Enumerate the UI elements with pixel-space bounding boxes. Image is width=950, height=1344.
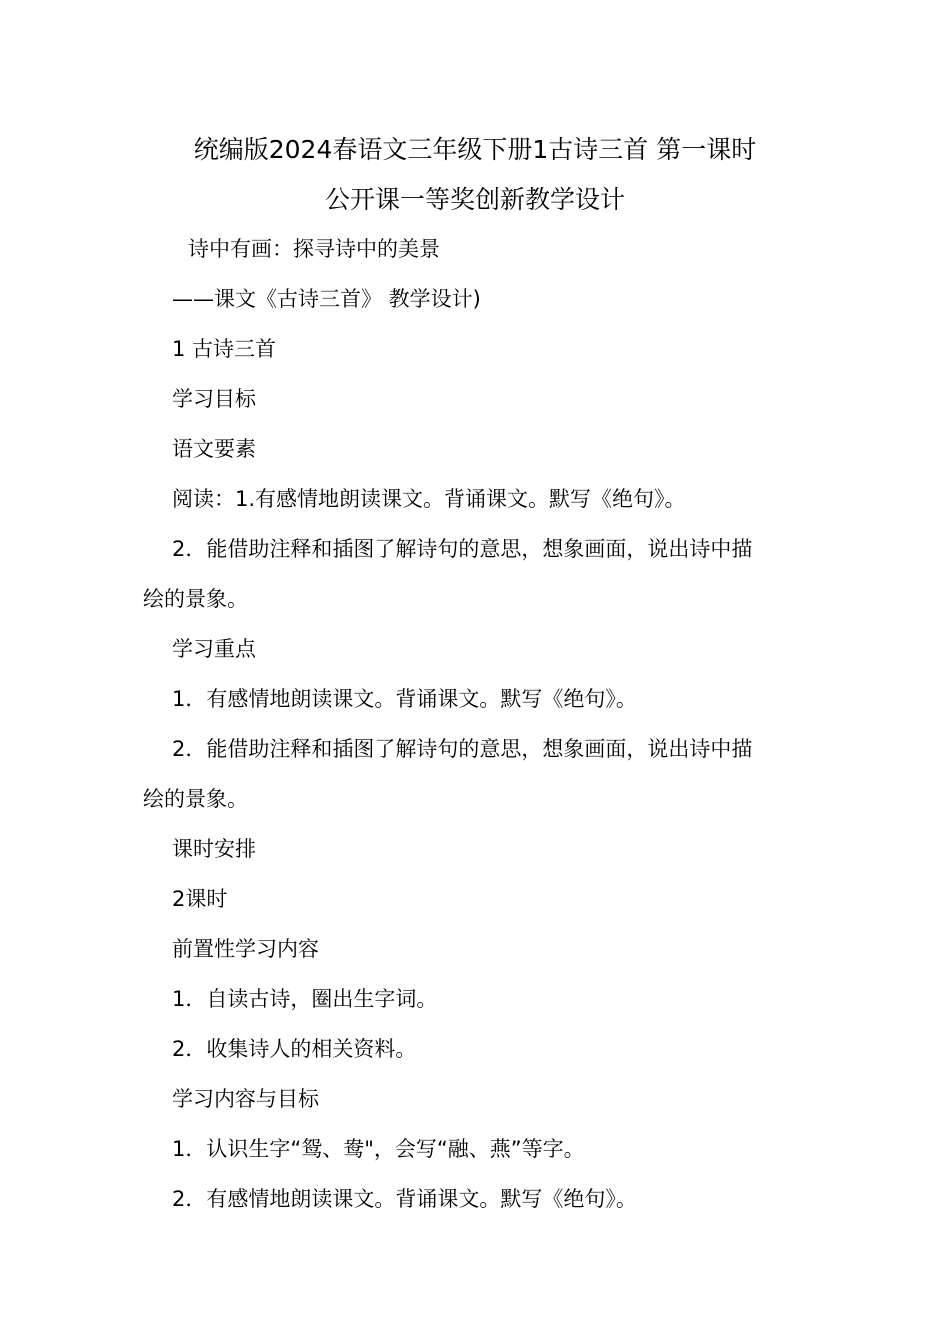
paragraph-key-point-2-cont: 绘的景象。: [143, 787, 248, 811]
paragraph-preview-2: 2．收集诗人的相关资料。: [172, 1037, 417, 1061]
paragraph-content-goal-2: 2．有感情地朗读课文。背诵课文。默写《绝句》。: [172, 1187, 637, 1211]
paragraph-class-hours: 2课时: [172, 887, 228, 911]
document-title-line-2: 公开课一等奖创新教学设计: [324, 185, 625, 214]
paragraph-lesson-number: 1 古诗三首: [172, 337, 277, 361]
paragraph-key-point-2: 2．能借助注释和插图了解诗句的意思，想象画面，说出诗中描: [172, 737, 753, 761]
paragraph-content-goal-1: 1．认识生字“鸳、鸯"，会写“融、燕”等字。: [172, 1137, 585, 1161]
heading-language-elements: 语文要素: [172, 437, 256, 461]
heading-schedule: 课时安排: [172, 837, 256, 861]
paragraph-reading-goal-2-cont: 绘的景象。: [143, 587, 248, 611]
paragraph-reading-goal-2: 2．能借助注释和插图了解诗句的意思，想象画面，说出诗中描: [172, 537, 753, 561]
paragraph-preview-1: 1．自读古诗，圈出生字词。: [172, 987, 438, 1011]
paragraph-subtitle: 诗中有画：探寻诗中的美景: [188, 237, 440, 261]
paragraph-lesson-design: ——课文《古诗三首》 教学设计): [172, 287, 481, 311]
heading-learning-goals: 学习目标: [172, 387, 256, 411]
paragraph-reading-goal-1: 阅读：1.有感情地朗读课文。背诵课文。默写《绝句》。: [172, 487, 686, 511]
heading-content-and-goals: 学习内容与目标: [172, 1087, 319, 1111]
paragraph-key-point-1: 1．有感情地朗读课文。背诵课文。默写《绝句》。: [172, 687, 637, 711]
heading-key-points: 学习重点: [172, 637, 256, 661]
document-title-line-1: 统编版2024春语文三年级下册1古诗三首 第一课时: [193, 135, 757, 164]
heading-preview-content: 前置性学习内容: [172, 937, 319, 961]
